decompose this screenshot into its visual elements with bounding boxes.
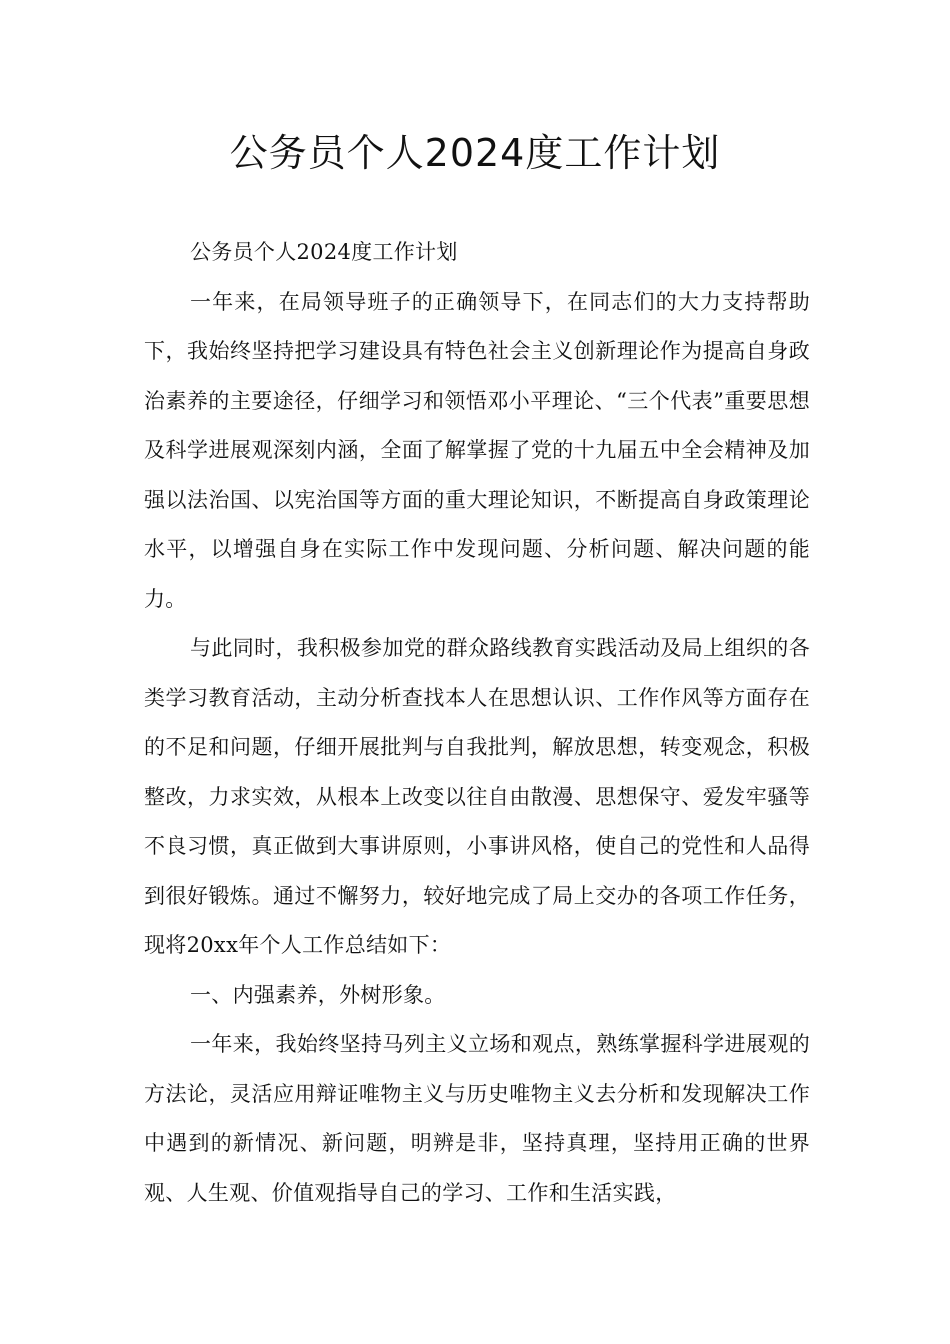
- paragraph-marxism: 一年来，我始终坚持马列主义立场和观点，熟练掌握科学进展观的方法论，灵活应用辩证唯物主义与历史唯物主义去分析和发现解决工作中遇到的新情况、新问题，明辨是非，坚持真理，坚持用正确的世界观、人生观、价值观指导自己的学习、工作和生活实践，: [144, 1032, 810, 1205]
- paragraph-education-activities: 与此同时，我积极参加党的群众路线教育实践活动及局上组织的各类学习教育活动，主动分析查找本人在思想认识、工作作风等方面存在的不足和问题，仔细开展批判与自我批判，解放思想，转变观念，积极整改，力求实效，从根本上改变以往自由散漫、思想保守、爱发牢骚等不良习惯，真正做到大事讲原则，小事讲风格，使自己的党性和人品得到很好锻炼。通过不懈努力，较好地完成了局上交办的各项工作任务，现将20xx年个人工作总结如下：: [144, 636, 810, 957]
- paragraph-study: 一年来，在局领导班子的正确领导下，在同志们的大力支持帮助下，我始终坚持把学习建设具有特色社会主义创新理论作为提高自身政治素养的主要途径，仔细学习和领悟邓小平理论、“三个代表”重要思想及科学进展观深刻内涵，全面了解掌握了党的十九届五中全会精神及加强以法治国、以宪治国等方面的重大理论知识，不断提高自身政策理论水平，以增强自身在实际工作中发现问题、分析问题、解决问题的能力。: [144, 289, 810, 611]
- paragraph-subtitle: 公务员个人2024度工作计划: [190, 240, 458, 264]
- section-heading-1: 一、内强素养，外树形象。: [190, 982, 446, 1007]
- document-title: 公务员个人2024度工作计划: [229, 131, 721, 175]
- document-body: [144, 228, 810, 1218]
